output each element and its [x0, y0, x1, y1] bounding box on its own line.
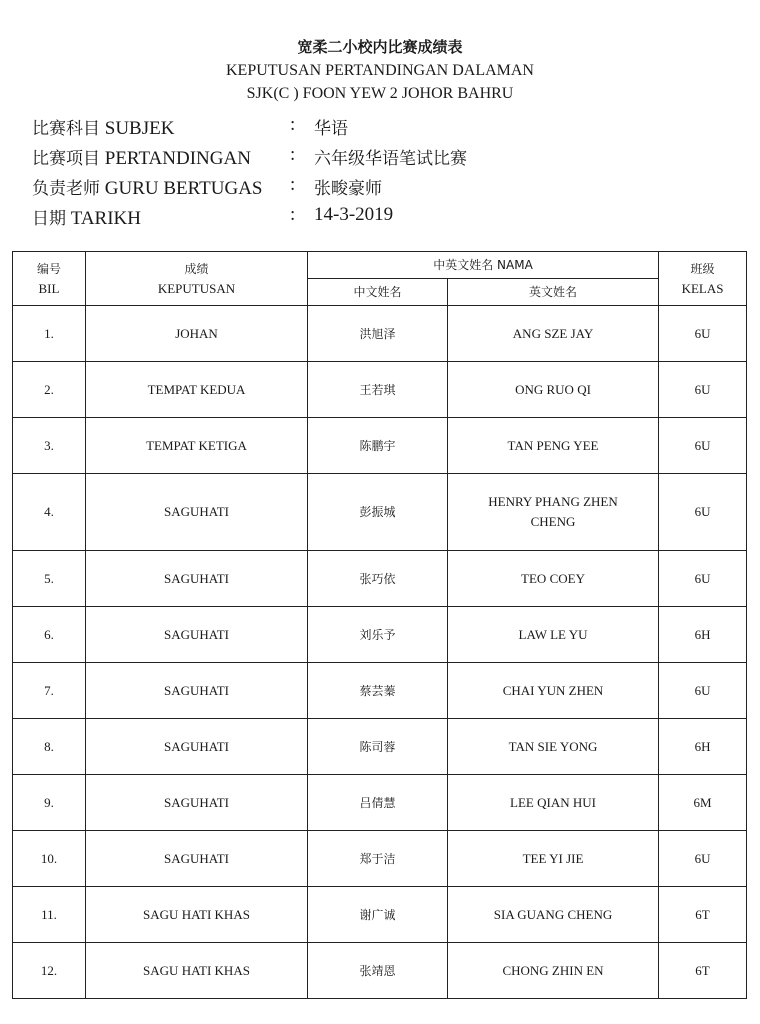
cell-class: 6T [659, 887, 747, 943]
meta-colon: : [290, 204, 296, 225]
table-row [13, 551, 747, 607]
cell-result: SAGUHATI [86, 551, 308, 607]
meta-label-zh: 负责老师 [32, 179, 100, 199]
cell-name-en: TAN PENG YEE [448, 418, 659, 474]
meta-label-zh: 比赛项目 [32, 149, 100, 169]
cell-result: SAGUHATI [86, 775, 308, 831]
header-result-ms: KEPUTUSAN [157, 280, 236, 296]
meta-colon: : [290, 174, 296, 195]
meta-label [32, 174, 262, 200]
cell-class: 6U [659, 663, 747, 719]
cell-result: SAGU HATI KHAS [86, 887, 308, 943]
cell-name-en: TEO COEY [448, 551, 659, 607]
cell-result: SAGUHATI [86, 607, 308, 663]
header-name-zh: 中文姓名 [308, 279, 448, 306]
cell-bil: 1. [13, 306, 86, 362]
table-row [13, 306, 747, 362]
cell-name-zh: 郑于洁 [308, 831, 448, 887]
meta-label-zh: 日期 [32, 209, 66, 229]
header-name-en: 英文姓名 [448, 279, 659, 306]
cell-result: TEMPAT KETIGA [86, 418, 308, 474]
table-row [13, 607, 747, 663]
header-bil [13, 252, 86, 306]
meta-colon: : [290, 114, 296, 135]
cell-name-zh: 张靖恩 [308, 943, 448, 999]
meta-label-ms: TARIKH [70, 208, 141, 229]
cell-class: 6U [659, 362, 747, 418]
table-row [13, 775, 747, 831]
cell-class: 6M [659, 775, 747, 831]
school-name: SJK(C ) FOON YEW 2 JOHOR BAHRU [246, 85, 514, 102]
table-row [13, 362, 747, 418]
meta-label-ms: GURU BERTUGAS [104, 178, 263, 199]
cell-class: 6H [659, 719, 747, 775]
cell-name-en: LEE QIAN HUI [448, 775, 659, 831]
cell-name-zh: 王若琪 [308, 362, 448, 418]
table-row [13, 418, 747, 474]
cell-bil: 4. [13, 474, 86, 551]
header-name-group [308, 252, 659, 279]
cell-name-zh: 陈司蓉 [308, 719, 448, 775]
cell-bil: 12. [13, 943, 86, 999]
cell-name-zh: 陈鹏宇 [308, 418, 448, 474]
cell-bil: 3. [13, 418, 86, 474]
cell-name-en: CHAI YUN ZHEN [448, 663, 659, 719]
cell-result: TEMPAT KEDUA [86, 362, 308, 418]
cell-bil: 5. [13, 551, 86, 607]
cell-name-en: HENRY PHANG ZHEN CHENG [448, 474, 659, 551]
cell-name-zh: 张巧依 [308, 551, 448, 607]
cell-name-en: ONG RUO QI [448, 362, 659, 418]
cell-bil: 10. [13, 831, 86, 887]
header-class-ms: KELAS [681, 280, 724, 296]
meta-colon: : [290, 144, 296, 165]
title-chinese: 宽柔二小校内比赛成绩表 [297, 38, 463, 56]
meta-label [32, 144, 251, 170]
header-result-zh: 成绩 [184, 261, 209, 276]
cell-name-en: SIA GUANG CHENG [448, 887, 659, 943]
cell-class: 6U [659, 551, 747, 607]
cell-result: SAGUHATI [86, 831, 308, 887]
cell-bil: 7. [13, 663, 86, 719]
meta-value: 华语 [314, 119, 348, 139]
cell-bil: 6. [13, 607, 86, 663]
header-bil-ms: BIL [38, 280, 60, 296]
cell-name-zh: 蔡芸蓁 [308, 663, 448, 719]
cell-result: SAGU HATI KHAS [86, 943, 308, 999]
cell-name-zh: 谢广诚 [308, 887, 448, 943]
cell-bil: 9. [13, 775, 86, 831]
cell-result: SAGUHATI [86, 663, 308, 719]
cell-bil: 8. [13, 719, 86, 775]
header-name-group-label: 中英文姓名 NAMA [433, 258, 533, 272]
cell-class: 6H [659, 607, 747, 663]
table-row [13, 831, 747, 887]
cell-class: 6T [659, 943, 747, 999]
cell-name-zh: 彭振城 [308, 474, 448, 551]
cell-name-en: TEE YI JIE [448, 831, 659, 887]
header-class-zh: 班级 [690, 261, 715, 276]
meta-label-zh: 比赛科目 [32, 119, 100, 139]
cell-name-en: CHONG ZHIN EN [448, 943, 659, 999]
table-row [13, 663, 747, 719]
cell-result: SAGUHATI [86, 474, 308, 551]
header-result [86, 252, 308, 306]
cell-bil: 2. [13, 362, 86, 418]
meta-label-ms: PERTANDINGAN [104, 148, 251, 169]
cell-name-en: ANG SZE JAY [448, 306, 659, 362]
meta-label-ms: SUBJEK [104, 118, 175, 139]
meta-label [32, 204, 141, 230]
cell-class: 6U [659, 418, 747, 474]
cell-class: 6U [659, 306, 747, 362]
table-row [13, 474, 747, 551]
meta-value: 六年级华语笔试比赛 [314, 149, 467, 169]
header-bil-zh: 编号 [36, 261, 61, 276]
header-class [659, 252, 747, 306]
cell-name-en: TAN SIE YONG [448, 719, 659, 775]
title-malay: KEPUTUSAN PERTANDINGAN DALAMAN [226, 62, 534, 79]
cell-name-zh: 洪旭泽 [308, 306, 448, 362]
cell-name-zh: 刘乐予 [308, 607, 448, 663]
cell-bil: 11. [13, 887, 86, 943]
cell-class: 6U [659, 831, 747, 887]
table-row [13, 887, 747, 943]
meta-value: 14-3-2019 [314, 204, 394, 225]
cell-class: 6U [659, 474, 747, 551]
table-header-row [13, 252, 747, 279]
cell-name-zh: 吕倩慧 [308, 775, 448, 831]
meta-value: 张畯豪师 [314, 179, 382, 199]
cell-result: SAGUHATI [86, 719, 308, 775]
table-row [13, 719, 747, 775]
cell-result: JOHAN [86, 306, 308, 362]
meta-label [32, 114, 174, 140]
results-table [12, 251, 747, 999]
cell-name-en: LAW LE YU [448, 607, 659, 663]
table-row [13, 943, 747, 999]
document-header [0, 36, 760, 105]
